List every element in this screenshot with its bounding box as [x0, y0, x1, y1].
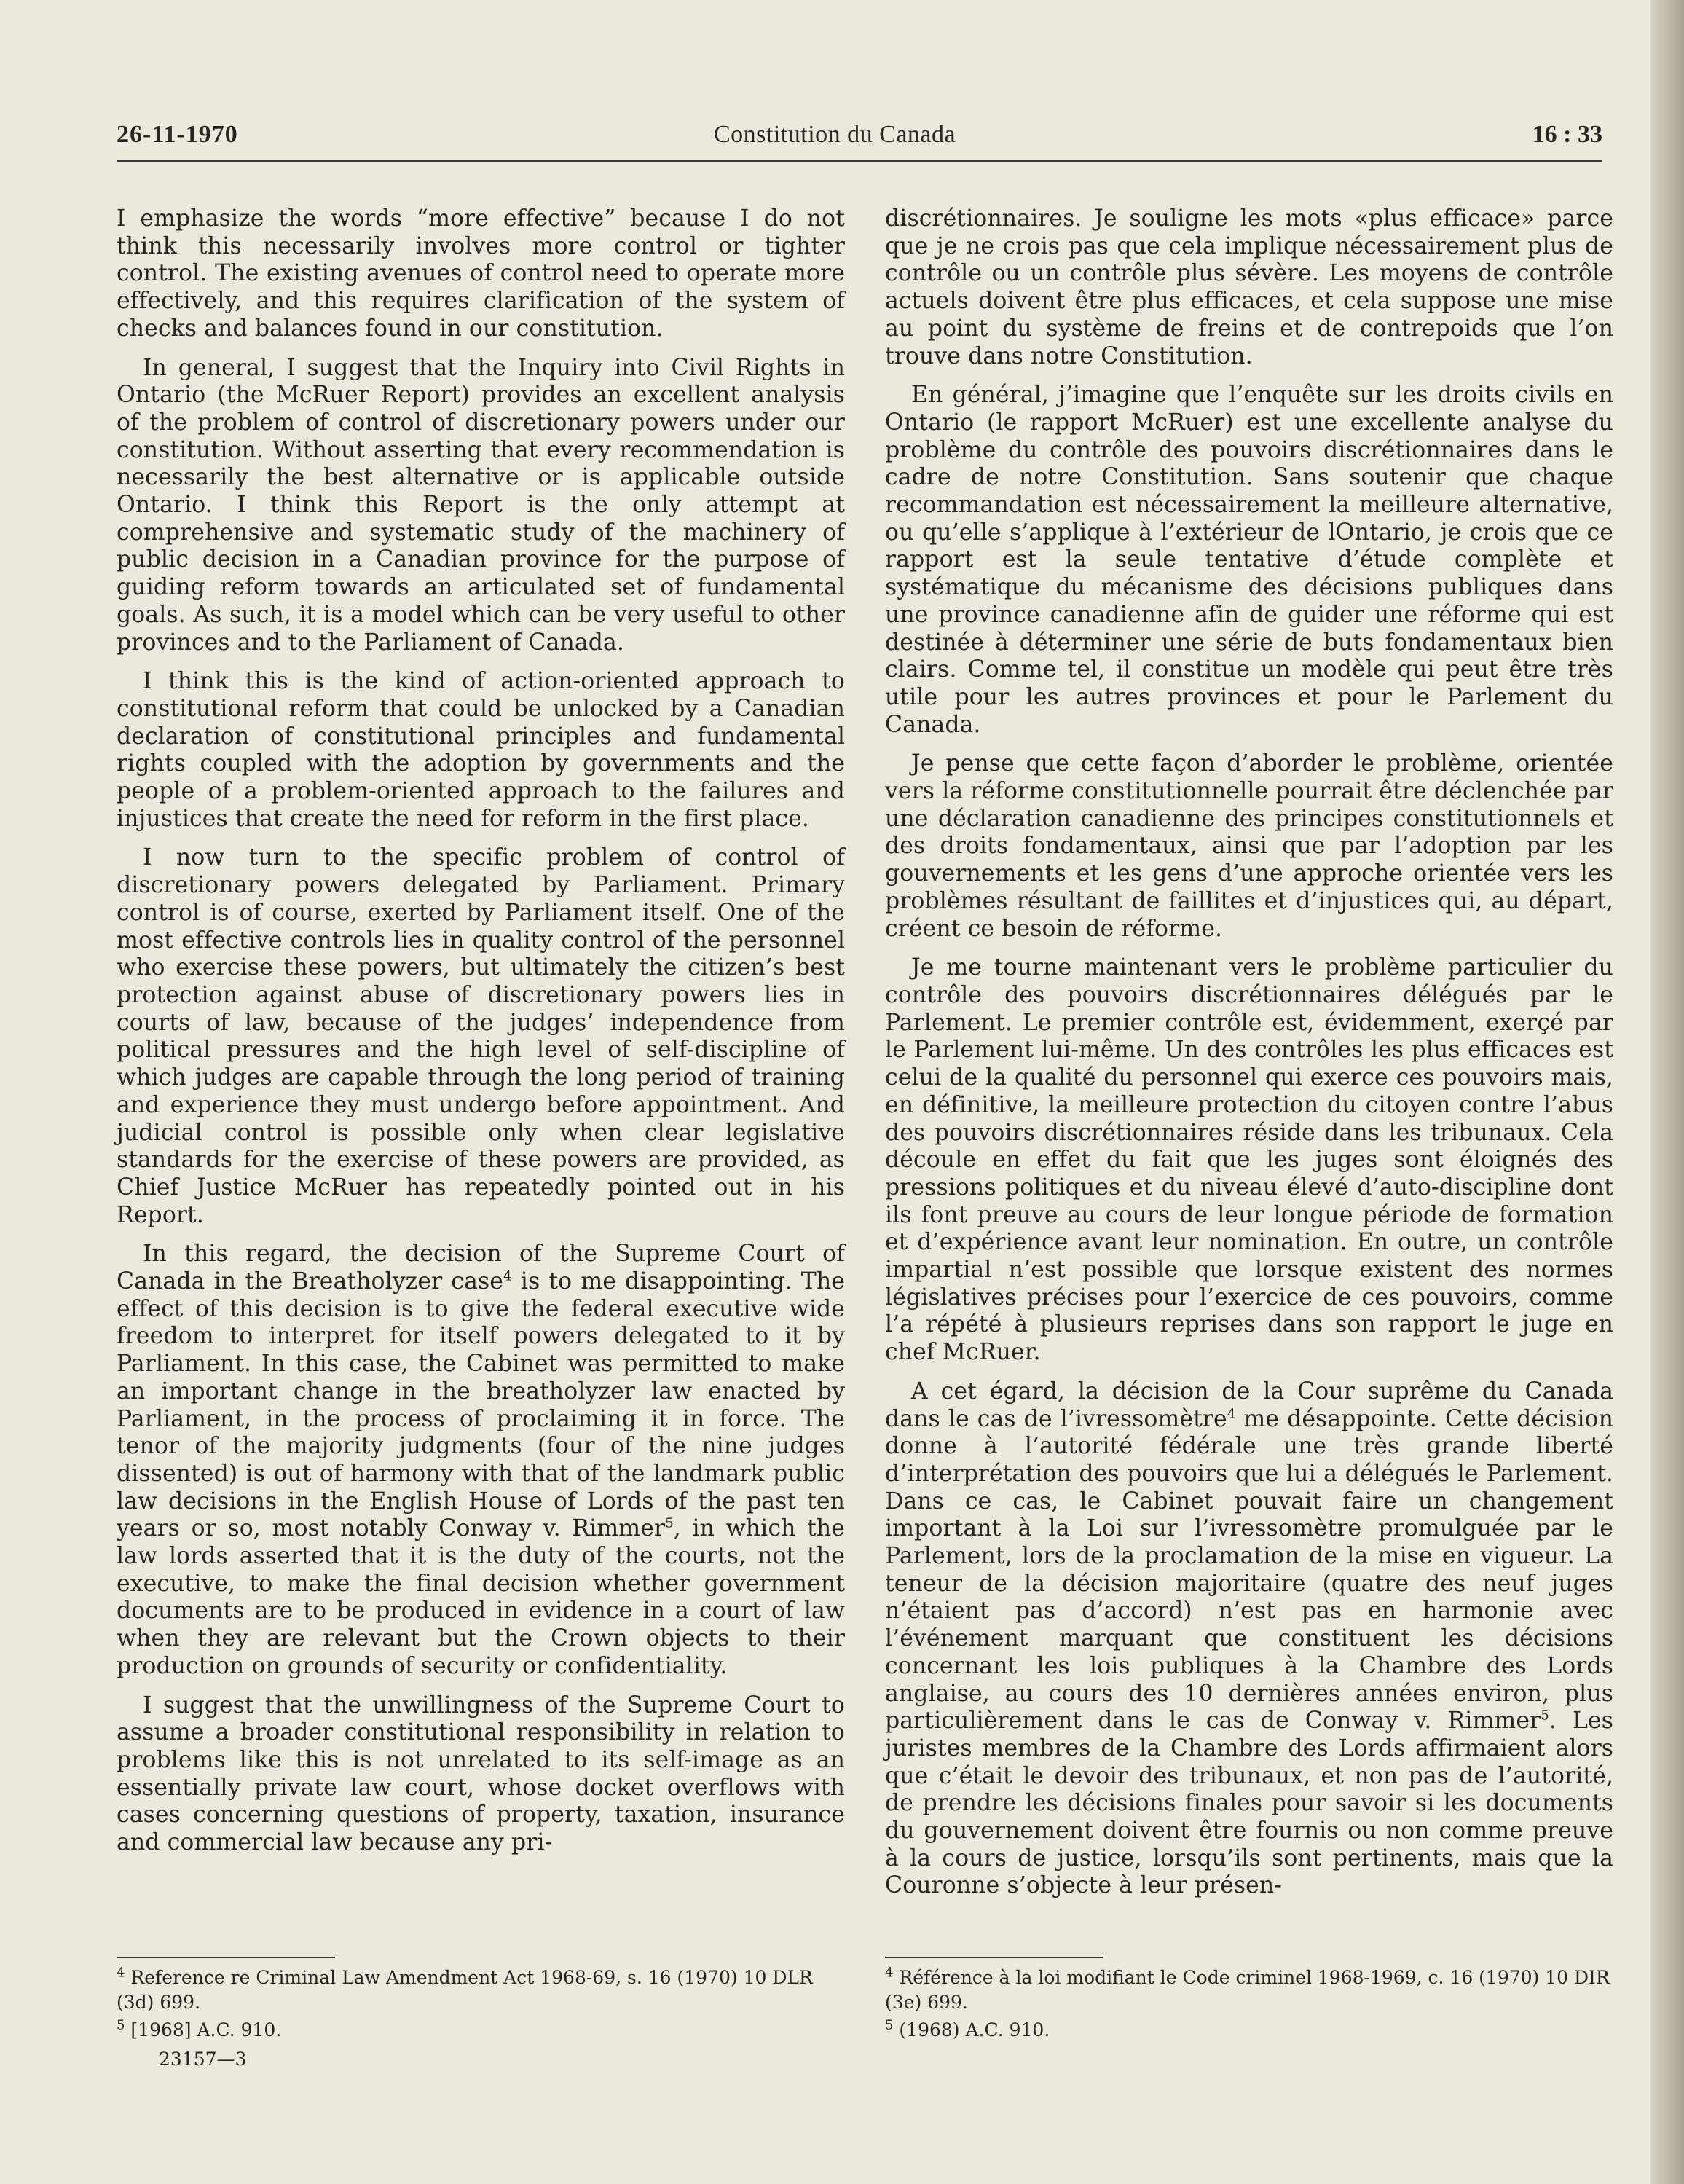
footnote-ref: 5 — [665, 1515, 674, 1531]
paragraph — [885, 1378, 1613, 1900]
header-page-number: 16 : 33 — [1532, 121, 1602, 148]
footnote-text: (1968) A.C. 910. — [899, 2019, 1050, 2040]
paragraph: I emphasize the words “more effective” because I do not think this necessarily involves more control or tighter control. The existing avenues of control need to operate more effectively, and this requires clarification of the system of checks and balances found in our constitution. — [117, 205, 845, 342]
english-column — [117, 205, 845, 1869]
header-title: Constitution du Canada — [714, 121, 956, 148]
footnote-ref: 4 — [1227, 1406, 1236, 1422]
footnote — [885, 1965, 1613, 2015]
page-header — [117, 117, 1602, 157]
paragraph-text: In this regard, the decision of the Supreme Court of Canada in the Breatholyzer case — [117, 1241, 845, 1295]
footnote-text: Reference re Criminal Law Amendment Act 1968-69, s. 16 (1970) 10 DLR (3d) 699. — [117, 1967, 813, 2013]
paragraph: Je pense que cette façon d’aborder le problème, orientée vers la réforme constitutionnelle pourrait être déclenchée par une déclaration canadienne des principes constitutionnels et des droits fondamentaux, ainsi que par l’adoption par les gouvernements et les gens d’une approche orientée vers les problèmes résultant de faillites et d’injustices qui, au départ, créent ce besoin de réforme. — [885, 750, 1613, 942]
paragraph — [117, 1241, 845, 1680]
footnote-mark: 5 — [885, 2017, 894, 2033]
paragraph: discrétionnaires. Je souligne les mots «plus efficace» parce que je ne crois pas que cela implique nécessairement plus de contrôle ou un contrôle plus sévère. Les moyens de contrôle actuels doivent être plus efficaces, et cela suppose une mise au point du système de freins et de contrepoids que l’on trouve dans notre Constitution. — [885, 205, 1613, 369]
header-rule — [117, 160, 1602, 162]
french-column — [885, 205, 1613, 1912]
paragraph-text: . Les juristes membres de la Chambre des Lords affirmaient alors que c’était le devoir des tribunaux, et non pas de l’autorité, de prendre les décisions finales pour savoir si les documents du gouvernement doivent être fournis ou non comme preuve à la cours de justice, lorsqu’ils sont pertinents, mais que la Couronne s’objecte à leur présen- — [885, 1708, 1613, 1899]
paragraph: In general, I suggest that the Inquiry into Civil Rights in Ontario (the McRuer Report) provides an excellent analysis of the problem of control of discretionary powers under our constitution. Without asserting that every recommendation is necessarily the best alternative or is applicable outside Ontario. I think this Report is the only attempt at comprehensive and systematic study of the machinery of public decision in a Canadian province for the purpose of guiding reform towards an articulated set of fundamental goals. As such, it is a model which can be very useful to other provinces and to the Parliament of Canada. — [117, 354, 845, 656]
footnote-text: [1968] A.C. 910. — [130, 2019, 282, 2040]
paragraph: I think this is the kind of action-oriented approach to constitutional reform that could be unlocked by a Canadian declaration of constitutional principles and fundamental rights coupled with the adoption by governments and the people of a problem-oriented approach to the failures and injustices that create the need for reform in the first place. — [117, 668, 845, 832]
footnote-mark: 4 — [885, 1965, 894, 1981]
paragraph: En général, j’imagine que l’enquête sur les droits civils en Ontario (le rapport McRuer) est une excellente analyse du problème du contrôle des pouvoirs discrétionnaires dans le cadre de notre Constitution. Sans soutenir que chaque recommandation est nécessairement la meilleure alternative, ou qu’elle s’applique à l’extérieur de lOntario, je crois que ce rapport est la seule tentative d’étude complète et systématique du mécanisme des décisions publiques dans une province canadienne afin de guider une réforme qui est destinée à déterminer une série de buts fondamentaux bien clairs. Comme tel, il constitue un modèle qui peut être très utile pour les autres provinces et pour le Parlement du Canada. — [885, 382, 1613, 738]
footnote-ref: 5 — [1541, 1708, 1549, 1724]
print-code: 23157—3 — [159, 2049, 247, 2070]
paragraph-text: , in which the law lords asserted that it is the duty of the courts, not the executive, to make the final decision whether government documents are to be produced in evidence in a court of law when they are relevant but the Crown objects to their production on grounds of security or confidentiality. — [117, 1515, 845, 1679]
paragraph-text: me désappointe. Cette décision donne à l’autorité fédérale une très grande liberté d’interprétation des pouvoirs que lui a délégués le Parlement. Dans ce cas, le Cabinet pouvait faire un changement important à la Loi sur l’ivressomètre promulguée par le Parlement, lors de la proclamation de la mise en vigueur. La teneur de la décision majoritaire (quatre des neuf juges n’étaient pas d’accord) n’est pas en harmonie avec l’événement marquant que constituent les décisions concernant les lois publiques à la Chambre des Lords anglaise, au cours des 10 dernières années environ, plus particulièrement dans le cas de Conway v. Rimmer — [885, 1405, 1613, 1735]
footnote-mark: 4 — [117, 1965, 125, 1981]
paragraph: Je me tourne maintenant vers le problème particulier du contrôle des pouvoirs discrétionnaires délégués par le Parlement. Le premier contrôle est, évidemment, exerçé par le Parlement lui-même. Un des contrôles les plus efficaces est celui de la qualité du personnel qui exerce ces pouvoirs mais, en définitive, la meilleure protection du citoyen contre l’abus des pouvoirs discrétionnaires réside dans les tribunaux. Cela découle en effet du fait que les juges sont éloignés des pressions politiques et du niveau élevé d’auto-discipline dont ils font preuve au cours de leur longue période de formation et d’expérience avant leur nomination. En outre, un contrôle impartial n’est possible que lorsque existent des normes législatives précises pour l’exercice de ces pouvoirs, comme l’a répété à plusieurs reprises dans son rapport le juge en chef McRuer. — [885, 954, 1613, 1366]
english-footnotes — [117, 1965, 845, 2075]
paragraph: I suggest that the unwillingness of the Supreme Court to assume a broader constitutional responsibility in relation to problems like this is not unrelated to its self-image as an essentially private law court, whose docket overflows with cases concerning questions of property, taxation, insurance and commercial law because any pri- — [117, 1692, 845, 1856]
footnote-rule — [885, 1957, 1103, 1958]
footnote — [885, 2018, 1613, 2043]
footnote-mark: 5 — [117, 2017, 125, 2033]
paragraph: I now turn to the specific problem of control of discretionary powers delegated by Parliament. Primary control is of course, exerted by Parliament itself. One of the most effective controls lies in quality control of the personnel who exercise these powers, but ultimately the citizen’s best protection against abuse of discretionary powers lies in courts of law, because of the judges’ independence from political pressures and the high level of self-discipline of which judges are capable through the long period of training and experience they must undergo before appointment. And judicial control is possible only when clear legislative standards for the exercise of these powers are provided, as Chief Justice McRuer has repeatedly pointed out in his Report. — [117, 844, 845, 1228]
footnote-text: Référence à la loi modifiant le Code criminel 1968-1969, c. 16 (1970) 10 DIR (3e) 699. — [885, 1967, 1610, 2013]
paragraph-text: A cet égard, la décision de la Cour suprême du Canada dans le cas de l’ivressomètre — [885, 1378, 1613, 1432]
footnote-ref: 4 — [503, 1268, 512, 1284]
page-binding-edge — [1650, 0, 1684, 2184]
footnote — [117, 2018, 845, 2043]
header-date: 26-11-1970 — [117, 121, 238, 148]
paragraph-text: is to me disappointing. The effect of this decision is to give the federal executive wide freedom to interpret for itself powers delegated to it by Parliament. In this case, the Cabinet was permitted to make an important change in the breatholyzer law enacted by Parliament, in the process of proclaiming it in force. The tenor of the majority judgments (four of the nine judges dissented) is out of harmony with that of the landmark public law decisions in the English House of Lords of the past ten years or so, most notably Conway v. Rimmer — [117, 1268, 845, 1542]
footnote-rule — [117, 1957, 335, 1958]
french-footnotes — [885, 1965, 1613, 2046]
footnote — [117, 1965, 845, 2015]
